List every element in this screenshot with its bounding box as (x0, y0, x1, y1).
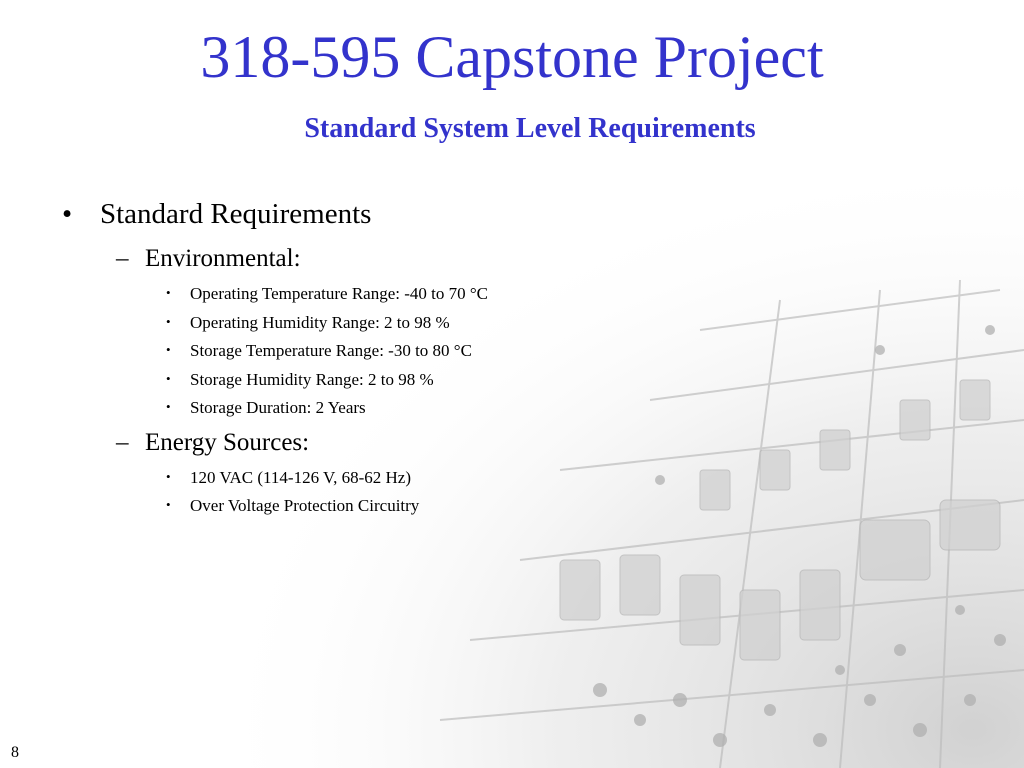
list-item-text: Over Voltage Protection Circuitry (190, 496, 420, 515)
bullet-marker: • (166, 399, 171, 414)
list-item (166, 495, 419, 516)
dash-marker: – (116, 429, 129, 456)
sub-bullet-energy-sources (116, 428, 309, 458)
bullet-marker: • (166, 497, 171, 512)
list-item (166, 467, 411, 488)
list-item (166, 369, 434, 390)
dash-marker: – (116, 245, 129, 272)
bullet-standard-requirements (62, 197, 371, 231)
list-item (166, 340, 472, 361)
bullet-marker: • (166, 285, 171, 300)
list-item-text: Storage Temperature Range: -30 to 80 °C (190, 341, 472, 360)
environmental-label: Environmental: (145, 245, 301, 272)
bullet-marker: • (62, 198, 73, 230)
list-item (166, 397, 366, 418)
sub-bullet-environmental (116, 244, 301, 274)
slide-title: 318-595 Capstone Project (200, 24, 824, 90)
bullet-marker: • (166, 314, 171, 329)
list-item-text: 120 VAC (114-126 V, 68-62 Hz) (190, 468, 412, 487)
heading-text: Standard Requirements (100, 198, 372, 230)
list-item-text: Operating Humidity Range: 2 to 98 % (190, 313, 450, 332)
list-item-text: Operating Temperature Range: -40 to 70 °C (190, 284, 488, 303)
energy-sources-label: Energy Sources: (145, 429, 310, 456)
list-item (166, 312, 450, 333)
slide-number: 8 (11, 744, 19, 761)
bullet-marker: • (166, 371, 171, 386)
list-item-text: Storage Humidity Range: 2 to 98 % (190, 370, 434, 389)
list-item (166, 283, 488, 304)
bullet-marker: • (166, 342, 171, 357)
slide-subtitle: Standard System Level Requirements (304, 113, 756, 144)
list-item-text: Storage Duration: 2 Years (190, 398, 366, 417)
bullet-marker: • (166, 469, 171, 484)
